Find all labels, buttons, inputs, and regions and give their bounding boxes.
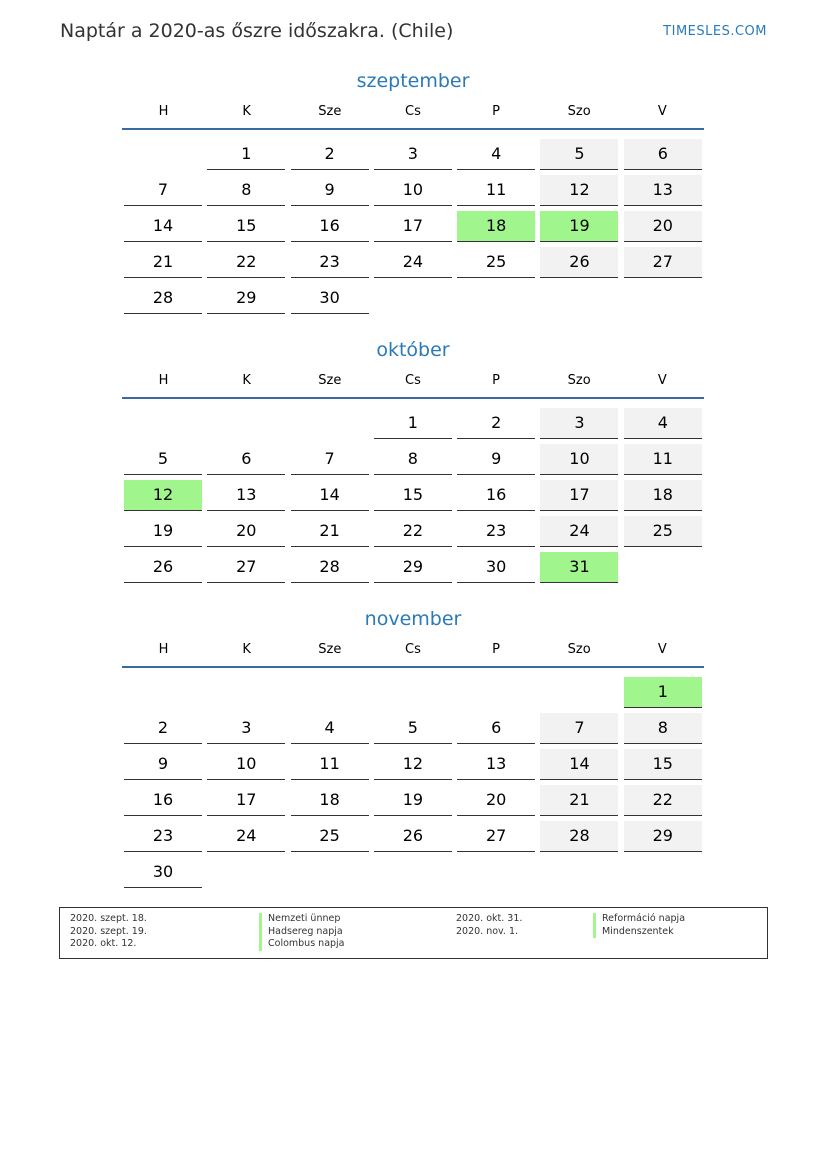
- day-cell: 15: [624, 749, 702, 780]
- day-cell: 6: [624, 139, 702, 170]
- day-cell: 28: [540, 821, 618, 852]
- day-cell: 4: [291, 713, 369, 744]
- day-cell: 26: [124, 552, 202, 583]
- day-cell: 13: [624, 175, 702, 206]
- day-cell: 9: [124, 749, 202, 780]
- day-cell: 13: [457, 749, 535, 780]
- day-cell: 9: [457, 444, 535, 475]
- day-cell: 19: [374, 785, 452, 816]
- day-cell: 27: [207, 552, 285, 583]
- month-title: október: [376, 339, 450, 361]
- day-cell: 7: [124, 175, 202, 206]
- holiday-day-cell: 19: [540, 211, 618, 242]
- day-cell: 27: [457, 821, 535, 852]
- weekday-header: [122, 642, 704, 668]
- day-cell: 28: [291, 552, 369, 583]
- holiday-day-cell: 31: [540, 552, 618, 583]
- day-cell: 11: [624, 444, 702, 475]
- legend-names-right: [593, 913, 685, 938]
- empty-cell: [124, 408, 202, 438]
- day-cell: 18: [624, 480, 702, 511]
- day-cell: 16: [291, 211, 369, 242]
- month-title: szeptember: [356, 70, 470, 92]
- legend-names-left: [259, 913, 345, 951]
- day-cell: 13: [207, 480, 285, 511]
- weekday-label: P: [492, 104, 500, 119]
- day-cell: 10: [374, 175, 452, 206]
- day-cell: 24: [374, 247, 452, 278]
- day-cell: 8: [374, 444, 452, 475]
- day-cell: 27: [624, 247, 702, 278]
- empty-cell: [124, 139, 202, 169]
- day-cell: 26: [540, 247, 618, 278]
- day-cell: 25: [291, 821, 369, 852]
- day-cell: 30: [457, 552, 535, 583]
- empty-cell: [124, 677, 202, 707]
- day-cell: 14: [291, 480, 369, 511]
- day-cell: 12: [540, 175, 618, 206]
- day-cell: 6: [457, 713, 535, 744]
- day-cell: 7: [291, 444, 369, 475]
- day-cell: 23: [457, 516, 535, 547]
- day-cell: 17: [374, 211, 452, 242]
- weekday-label: H: [158, 373, 169, 388]
- day-cell: 9: [291, 175, 369, 206]
- day-cell: 4: [624, 408, 702, 439]
- day-cell: 30: [124, 857, 202, 888]
- holiday-day-cell: 18: [457, 211, 535, 242]
- day-cell: 10: [207, 749, 285, 780]
- weekday-label: Cs: [405, 373, 421, 388]
- weekday-label: Sze: [318, 373, 342, 388]
- day-cell: 21: [291, 516, 369, 547]
- holiday-day-cell: 12: [124, 480, 202, 511]
- weekday-label: K: [242, 104, 251, 119]
- weekday-label: Szo: [567, 373, 591, 388]
- day-cell: 22: [374, 516, 452, 547]
- day-cell: 8: [207, 175, 285, 206]
- day-cell: 7: [540, 713, 618, 744]
- empty-cell: [207, 408, 285, 438]
- day-cell: 29: [207, 283, 285, 314]
- weekday-label: H: [158, 104, 169, 119]
- weekday-label: Szo: [567, 104, 591, 119]
- legend-holiday-name: Mindenszentek: [593, 926, 685, 939]
- day-cell: 3: [207, 713, 285, 744]
- day-cell: 14: [124, 211, 202, 242]
- day-cell: 25: [457, 247, 535, 278]
- day-cell: 23: [124, 821, 202, 852]
- day-cell: 22: [207, 247, 285, 278]
- day-cell: 12: [374, 749, 452, 780]
- day-cell: 16: [124, 785, 202, 816]
- legend-dates-right: [456, 913, 522, 938]
- holiday-day-cell: 1: [624, 677, 702, 708]
- legend-date: 2020. okt. 12.: [70, 938, 137, 949]
- weekday-header: [122, 104, 704, 130]
- day-cell: 2: [291, 139, 369, 170]
- weekday-header: [122, 373, 704, 399]
- day-cell: 1: [374, 408, 452, 439]
- empty-cell: [457, 677, 535, 707]
- day-cell: 24: [207, 821, 285, 852]
- month-calendar: [122, 339, 704, 583]
- day-cell: 21: [124, 247, 202, 278]
- day-cell: 21: [540, 785, 618, 816]
- legend-holiday-name: Nemzeti ünnep: [259, 913, 345, 926]
- weekday-label: Sze: [318, 642, 342, 657]
- empty-cell: [291, 408, 369, 438]
- day-cell: 3: [374, 139, 452, 170]
- day-cell: 14: [540, 749, 618, 780]
- day-cell: 20: [624, 211, 702, 242]
- day-cell: 11: [457, 175, 535, 206]
- weekday-label: K: [242, 642, 251, 657]
- empty-cell: [207, 677, 285, 707]
- day-cell: 25: [624, 516, 702, 547]
- weekday-label: Cs: [405, 104, 421, 119]
- day-cell: 24: [540, 516, 618, 547]
- empty-cell: [540, 677, 618, 707]
- weekday-label: Sze: [318, 104, 342, 119]
- day-cell: 5: [540, 139, 618, 170]
- month-title: november: [364, 608, 462, 630]
- day-cell: 5: [124, 444, 202, 475]
- day-grid: [122, 403, 704, 583]
- brand-link[interactable]: TIMESLES.COM: [663, 24, 767, 39]
- day-cell: 5: [374, 713, 452, 744]
- legend-date: 2020. nov. 1.: [456, 925, 519, 937]
- day-cell: 17: [540, 480, 618, 511]
- day-cell: 20: [457, 785, 535, 816]
- empty-cell: [374, 677, 452, 707]
- day-cell: 29: [624, 821, 702, 852]
- day-cell: 15: [207, 211, 285, 242]
- legend-dates-left: [70, 913, 147, 951]
- weekday-label: H: [158, 642, 169, 657]
- weekday-label: Cs: [405, 642, 421, 657]
- day-cell: 3: [540, 408, 618, 439]
- month-calendar: [122, 608, 704, 888]
- day-cell: 26: [374, 821, 452, 852]
- day-cell: 15: [374, 480, 452, 511]
- day-cell: 17: [207, 785, 285, 816]
- weekday-label: V: [657, 642, 667, 657]
- day-cell: 18: [291, 785, 369, 816]
- day-cell: 4: [457, 139, 535, 170]
- holiday-legend: [59, 907, 768, 959]
- weekday-label: P: [492, 373, 500, 388]
- day-cell: 20: [207, 516, 285, 547]
- legend-holiday-name: Hadsereg napja: [259, 926, 345, 939]
- day-cell: 22: [624, 785, 702, 816]
- day-cell: 16: [457, 480, 535, 511]
- day-cell: 30: [291, 283, 369, 314]
- day-cell: 28: [124, 283, 202, 314]
- weekday-label: K: [242, 373, 251, 388]
- day-cell: 1: [207, 139, 285, 170]
- day-cell: 6: [207, 444, 285, 475]
- empty-cell: [291, 677, 369, 707]
- day-cell: 29: [374, 552, 452, 583]
- weekday-label: P: [492, 642, 500, 657]
- legend-holiday-name: Reformáció napja: [593, 913, 685, 926]
- legend-holiday-name: Colombus napja: [259, 938, 345, 951]
- day-grid: [122, 672, 704, 888]
- day-grid: [122, 134, 704, 314]
- day-cell: 11: [291, 749, 369, 780]
- month-calendar: [122, 70, 704, 314]
- page-title: Naptár a 2020-as őszre időszakra. (Chile): [60, 20, 454, 42]
- weekday-label: V: [657, 373, 667, 388]
- legend-date: 2020. okt. 31.: [456, 913, 523, 924]
- day-cell: 2: [457, 408, 535, 439]
- day-cell: 2: [124, 713, 202, 744]
- day-cell: 8: [624, 713, 702, 744]
- legend-date: 2020. szept. 19.: [70, 925, 147, 937]
- day-cell: 23: [291, 247, 369, 278]
- weekday-label: V: [657, 104, 667, 119]
- day-cell: 10: [540, 444, 618, 475]
- legend-date: 2020. szept. 18.: [70, 913, 147, 924]
- day-cell: 19: [124, 516, 202, 547]
- weekday-label: Szo: [567, 642, 591, 657]
